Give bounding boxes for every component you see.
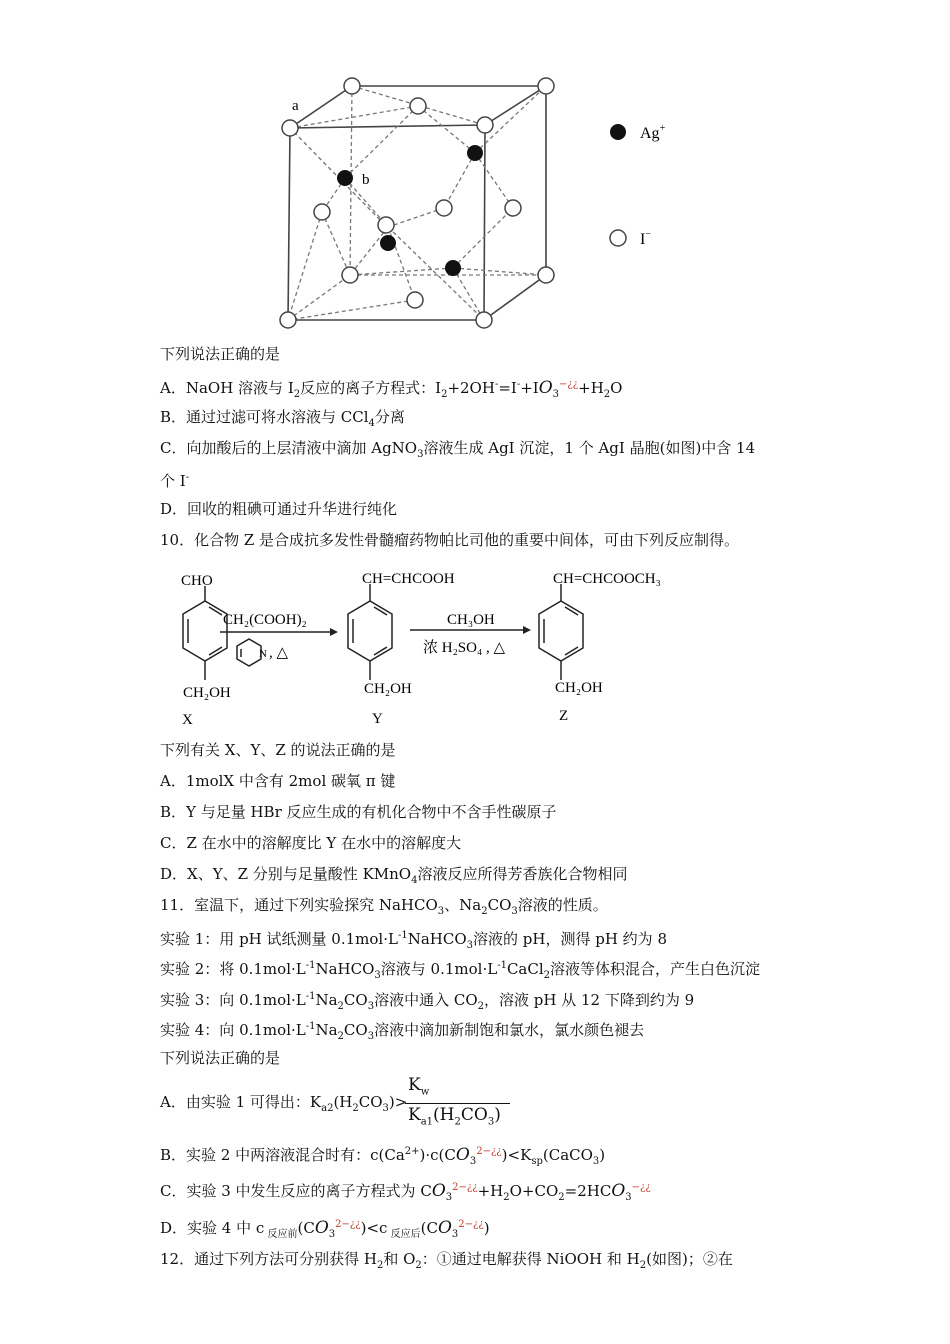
q9-option-b: B．通过过滤可将水溶液与 CCl$_4$分离 — [160, 408, 405, 429]
q10-question: 下列有关 X、Y、Z 的说法正确的是 — [160, 741, 396, 759]
q9-option-a: A．NaOH 溶液与 $I_2$反应的离子方程式：$I_2+2OH^-=I^-+IO_3^{-¿¿}+H_2O$ — [160, 378, 623, 400]
arrow2-condition: 浓 H₂SO₄ , △ — [423, 640, 506, 656]
q12-stem: 12．通过下列方法可分别获得 $H_2$和 $O_2$：①通过电解获得 NiOOH 和 $H_2$(如图)；②在 — [160, 1250, 733, 1271]
z-top-group: CH=CHCOOCH₃ — [553, 571, 661, 587]
legend-i-label: I− — [640, 229, 651, 248]
y-top-group: CH=CHCOOH — [362, 571, 455, 587]
x-bottom-group: CH₂OH — [183, 685, 231, 701]
q11-experiment-1: 实验 1：用 pH 试纸测量 $0.1mol\cdot L^{-1}NaHCO_3$溶液的 pH，测得 pH 约为 8 — [160, 930, 667, 951]
q11-stem: 11．室温下，通过下列实验探究 NaHCO$_3$、$Na_2CO_3$溶液的性质。 — [160, 896, 608, 917]
q11-option-d: D．实验 4 中 c $_{反应前}(CO_3^{2-¿¿})<c$ $_{反应后}(CO_3^{2-¿¿})$ — [160, 1218, 490, 1240]
q9-option-c-cont: 个 I- — [160, 472, 190, 490]
arrow2-reagent: CH₃OH — [447, 612, 495, 628]
label-a: a — [292, 98, 299, 114]
q11-option-b: B．实验 2 中两溶液混合时有：$c(Ca^{2+})\cdot c(CO_3^{2-¿¿})<K_{sp}(CaCO_3)$ — [160, 1145, 606, 1167]
arrow1-condition: , △ — [269, 645, 289, 661]
z-label: Z — [559, 708, 569, 724]
arrow1-reagent: CH₂(COOH)₂ — [223, 612, 307, 628]
reaction-scheme — [155, 562, 715, 732]
x-label: X — [182, 712, 193, 728]
fraction-denominator: $K_{a1}(H_2CO_3)$ — [408, 1105, 501, 1128]
q10-stem: 10．化合物 Z 是合成抗多发性骨髓瘤药物帕比司他的重要中间体，可由下列反应制得。 — [160, 531, 740, 549]
q11-question: 下列说法正确的是 — [160, 1049, 281, 1067]
z-bottom-group: CH₂OH — [555, 680, 603, 696]
agi-crystal-cell-figure — [270, 70, 690, 340]
q11-experiment-3: 实验 3：向 $0.1mol\cdot L^{-1}Na_2CO_3$溶液中通入 $CO_2$，溶液 pH 从 12 下降到约为 9 — [160, 991, 695, 1012]
q10-option-d: D．X、Y、Z 分别与足量酸性 KMnO$_4$溶液反应所得芳香族化合物相同 — [160, 865, 628, 886]
x-top-group: CHO — [181, 573, 213, 589]
q11-option-a: A．由实验 1 可得出：$K_{a2}(H_2CO_3)>$ — [160, 1093, 408, 1114]
q9-option-c: C．向加酸后的上层清液中滴加 AgNO$_3$溶液生成 AgI 沉淀，1 个 AgI 晶胞(如图)中含 14 — [160, 439, 756, 460]
y-label: Y — [372, 711, 383, 727]
q10-option-c: C．Z 在水中的溶解度比 Y 在水中的溶解度大 — [160, 834, 462, 852]
legend-ag-label: Ag+ — [640, 123, 666, 142]
q11-experiment-4: 实验 4：向 $0.1mol\cdot L^{-1}Na_2CO_3$溶液中滴加新制饱和氯水，氯水颜色褪去 — [160, 1021, 645, 1042]
q11-option-c: C．实验 3 中发生反应的离子方程式为 $CO_3^{2-¿¿}+H_2O+CO_2=2HCO_3^{-¿¿}$ — [160, 1181, 651, 1203]
fraction-numerator: $K_w$ — [405, 1074, 510, 1104]
q10-option-a: A．1molX 中含有 2mol 碳氧 π 键 — [160, 772, 396, 790]
q9-option-d: D．回收的粗碘可通过升华进行纯化 — [160, 500, 398, 518]
label-b: b — [362, 172, 370, 188]
q11-experiment-2: 实验 2：将 $0.1mol\cdot L^{-1}NaHCO_3$溶液与 $0.1mol\cdot L^{-1}CaCl_2$溶液等体积混合，产生白色沉淀 — [160, 960, 761, 981]
q9-stem: 下列说法正确的是 — [160, 345, 281, 363]
y-bottom-group: CH₂OH — [364, 681, 412, 697]
q10-option-b: B．Y 与足量 HBr 反应生成的有机化合物中不含手性碳原子 — [160, 803, 557, 821]
q11-option-a-fraction — [405, 1074, 510, 1134]
pyridine-n: N — [259, 648, 267, 660]
